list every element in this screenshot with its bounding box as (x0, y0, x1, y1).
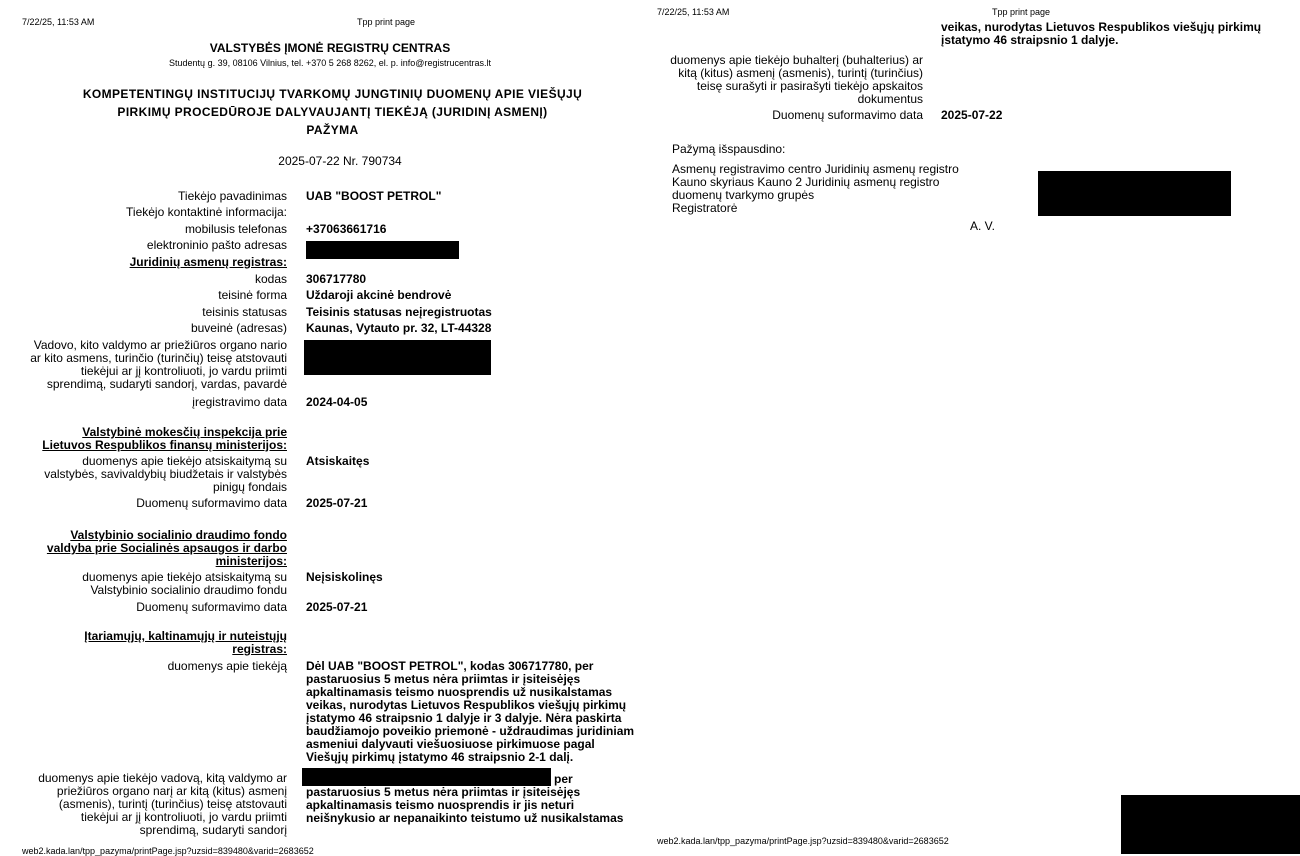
reg-date-value: 2024-04-05 (306, 395, 368, 409)
printed-by-label: Pažymą išspausdino: (672, 142, 786, 156)
doc-title-line-1: KOMPETENTINGŲ INSTITUCIJŲ TVARKOMŲ JUNGTINIŲ DUOMENŲ APIE VIEŠŲJŲ (82, 87, 583, 101)
code-label: kodas (254, 272, 287, 286)
manager-redaction (304, 340, 491, 375)
print-timestamp-2: 7/22/25, 11:53 AM (657, 7, 730, 17)
vmi-date-value: 2025-07-21 (306, 496, 368, 510)
legal-status-value: Teisinis statusas neįregistruotas (306, 305, 492, 319)
corner-redaction (1121, 795, 1300, 854)
legal-form-value: Uždaroji akcinė bendrovė (306, 288, 452, 302)
org-address: Studentų g. 39, 08106 Vilnius, tel. +370 5 268 8262, el. p. info@registrucentras.lt (169, 58, 491, 68)
doc-date-number: 2025-07-22 Nr. 790734 (278, 154, 402, 168)
reg-date-label: įregistravimo data (192, 395, 287, 409)
page-1-footer-url: web2.kada.lan/tpp_pazyma/printPage.jsp?uzsid=839480&varid=2683652 (22, 846, 314, 856)
legal-form-label: teisinė forma (218, 288, 287, 302)
mobile-value: +37063661716 (306, 222, 387, 236)
doc-title-line-3: PAŽYMA (306, 123, 359, 137)
stamp-place: A. V. (970, 219, 995, 233)
crim-manager-redaction (302, 768, 551, 786)
sodra-date-value: 2025-07-21 (306, 600, 368, 614)
seat-label: buveinė (adresas) (190, 321, 287, 335)
crim-supplier-label: duomenys apie tiekėją (167, 659, 287, 673)
printed-by: Asmenų registravimo centro Juridinių asmenų registro Kauno skyriaus Kauno 2 Juridinių asmenų registro duomenų tvarkymo grupės Registratorė (672, 162, 959, 215)
seat-value: Kaunas, Vytauto pr. 32, LT-44328 (306, 321, 492, 335)
vmi-date-label: Duomenų suformavimo data (136, 496, 287, 510)
vmi-value: Atsiskaitęs (306, 454, 370, 468)
org-name: VALSTYBĖS ĮMONĖ REGISTRŲ CENTRAS (209, 41, 451, 55)
doc-title-line-2: PIRKIMŲ PROCEDŪROJE DALYVAUJANTĮ TIEKĖJĄ (JURIDINĮ ASMENĮ) (117, 105, 548, 119)
sodra-section-heading: Valstybinio socialinio draudimo fondo valdyba prie Socialinės apsaugos ir darbo ministerijos: (46, 528, 287, 568)
sodra-date-label: Duomenų suformavimo data (136, 600, 287, 614)
crim-supplier-value: Dėl UAB "BOOST PETROL", kodas 306717780, per pastaruosius 5 metus nėra priimtas ir įsiteisėjęs apkaltinamasis teismo nuosprendis už nusikalstamas veikas, nurodytas Lietuvos Respublikos viešųjų pirkimų įstatymo 46 straipsnio 1 dalyje ir 3 dalyje. Nėra paskirta baudžiamojo poveikio priemonė - uždraudimas juridiniam asmeniui dalyvauti viešuosiuose pirkimuose pagal Viešųjų pirkimų įstatymo 46 straipsnio 2-1 dalį. (306, 659, 635, 764)
print-title: Tpp print page (357, 17, 416, 27)
page-2-date-label: Duomenų suformavimo data (772, 108, 923, 122)
supplier-name: UAB "BOOST PETROL" (306, 189, 442, 203)
jar-section-heading: Juridinių asmenų registras: (129, 255, 287, 269)
crim-section-heading: Įtariamųjų, kaltinamųjų ir nuteistųjų registras: (84, 629, 287, 656)
crim-manager-value-start: per (554, 772, 573, 786)
code-value: 306717780 (306, 272, 367, 286)
email-label: elektroninio pašto adresas (146, 238, 287, 252)
page-2-footer-url: web2.kada.lan/tpp_pazyma/printPage.jsp?uzsid=839480&varid=2683652 (657, 836, 949, 846)
print-title-2: Tpp print page (992, 7, 1051, 17)
print-timestamp: 7/22/25, 11:53 AM (22, 17, 95, 27)
crim-manager-label: duomenys apie tiekėjo vadovą, kitą valdymo ar priežiūros organo narį ar kitą (kitus) asmenį (asmenis), turintį (turinčius) teisę atstovauti tiekėjui ar jį kontroliuoti, jo vardu priimti sprendimą, sudaryti sandorį (38, 771, 287, 837)
contact-label: Tiekėjo kontaktinė informacija: (126, 205, 287, 219)
email-redaction (306, 241, 459, 259)
mobile-label: mobilusis telefonas (184, 222, 287, 236)
legal-status-label: teisinis statusas (202, 305, 287, 319)
vmi-label: duomenys apie tiekėjo atsiskaitymą su valstybės, savivaldybių biudžetais ir valstybės pinigų fondais (44, 454, 287, 494)
accountant-label: duomenys apie tiekėjo buhalterį (buhalterius) ar kitą (kitus) asmenį (asmenis), turintį (turinčius) teisę surašyti ir pasirašyti tiekėjo apskaitos dokumentus (670, 53, 923, 106)
continued-value: veikas, nurodytas Lietuvos Respublikos viešųjų pirkimų įstatymo 46 straipsnio 1 dalyje. (941, 20, 1262, 47)
crim-manager-value: pastaruosius 5 metus nėra priimtas ir įsiteisėjęs apkaltinamasis teismo nuosprendis ir jis neturi neišnykusio ar nepanaikinto teistumo už nusikalstamas (306, 785, 624, 825)
page-2-date-value: 2025-07-22 (941, 108, 1003, 122)
vmi-section-heading: Valstybinė mokesčių inspekcija prie Lietuvos Respublikos finansų ministerijos: (42, 425, 287, 452)
supplier-name-label: Tiekėjo pavadinimas (178, 189, 287, 203)
manager-label: Vadovo, kito valdymo ar priežiūros organo nario ar kito asmens, turinčio (turinčių) teisę atstovauti tiekėjui ar jį kontroliuoti, jo vardu priimti sprendimą, sudaryti sandorį, vardas, pavardė (30, 338, 287, 391)
signature-redaction (1038, 171, 1231, 216)
sodra-value: Neįsiskolinęs (306, 570, 383, 584)
sodra-label: duomenys apie tiekėjo atsiskaitymą su Valstybinio socialinio draudimo fondu (82, 570, 287, 597)
